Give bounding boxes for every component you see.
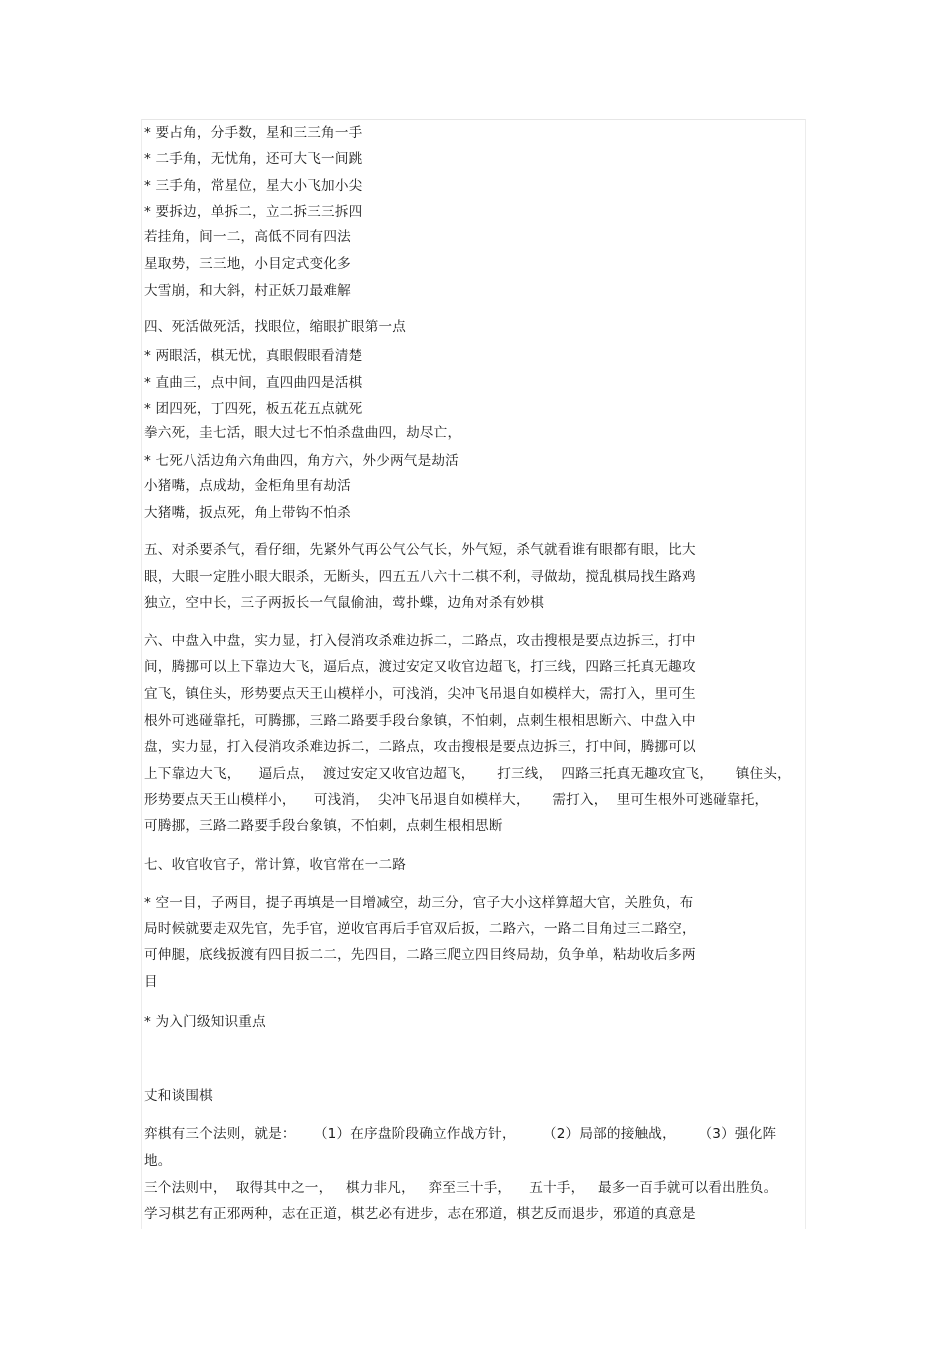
text-line: * 团四死，丁四死，板五花五点就死 <box>144 401 363 417</box>
footnote: * 为入门级知识重点 <box>144 1014 266 1030</box>
text-line: 眼，大眼一定胜小眼大眼杀，无断头，四五五八六十二棋不利，寻做劫，搅乱棋局找生路鸡 <box>144 569 696 585</box>
section-heading: 五、对杀要杀气，看仔细，先紧外气再公气公气长，外气短，杀气就看谁有眼都有眼，比大 <box>144 542 696 558</box>
text-line: 独立，空中长，三子两扳长一气鼠偷油，莺扑蝶，边角对杀有妙棋 <box>144 595 545 611</box>
text-line: 上下靠边大飞， 逼后点， 渡过安定又收官边超飞， 打三线， 四路三托真无趣攻宜飞， 镇住头， <box>144 766 791 782</box>
text-line: 大猪嘴，扳点死，角上带钩不怕杀 <box>144 505 351 521</box>
text-line: 学习棋艺有正邪两种，志在正道，棋艺必有进步，志在邪道，棋艺反而退步，邪道的真意是 <box>144 1206 696 1222</box>
text-line: * 两眼活，棋无忧，真眼假眼看清楚 <box>144 348 363 364</box>
text-line: 间，腾挪可以上下靠边大飞，逼后点，渡过安定又收官边超飞，打三线，四路三托真无趣攻 <box>144 659 696 675</box>
text-line: 若挂角，间一二，高低不同有四法 <box>144 229 351 245</box>
text-line: 大雪崩，和大斜，村正妖刀最难解 <box>144 283 351 299</box>
text-line: 宜飞，镇住头，形势要点天王山模样小，可浅消，尖冲飞吊退自如模样大，需打入，里可生 <box>144 686 696 702</box>
text-line: * 二手角，无忧角，还可大飞一间跳 <box>144 151 363 167</box>
text-line: * 直曲三，点中间，直四曲四是活棋 <box>144 375 363 391</box>
text-line: 可伸腿，底线扳渡有四目扳二二，先四目，二路三爬立四目终局劫，负争单，粘劫收后多两 <box>144 947 696 963</box>
text-line: 拳六死，圭七活，眼大过七不怕杀盘曲四，劫尽亡， <box>144 425 462 441</box>
text-line: 形势要点天王山模样小， 可浅消， 尖冲飞吊退自如模样大， 需打入， 里可生根外可逃碰靠托， <box>144 792 769 808</box>
section-title: 丈和谈围棋 <box>144 1088 213 1104</box>
text-line: * 三手角，常星位，星大小飞加小尖 <box>144 178 363 194</box>
text-line: 可腾挪，三路二路要手段台象镇，不怕刺，点刺生根相思断 <box>144 818 503 834</box>
text-line: 小猪嘴，点成劫，金柜角里有劫活 <box>144 478 351 494</box>
text-line: 地。 <box>144 1153 172 1169</box>
text-line: * 空一目，子两目，提子再填是一目增减空，劫三分，官子大小这样算超大官，关胜负，布 <box>144 895 694 911</box>
section-heading: 四、死活做死活，找眼位，缩眼扩眼第一点 <box>144 319 407 335</box>
text-line: 星取势，三三地，小目定式变化多 <box>144 256 351 272</box>
text-line: * 七死八活边角六角曲四，角方六，外少两气是劫活 <box>144 453 459 469</box>
section-heading: 六、中盘入中盘，实力显，打入侵消攻杀难边拆二，二路点，攻击搜根是要点边拆三，打中 <box>144 633 696 649</box>
text-line: 目 <box>144 974 158 990</box>
text-line: 根外可逃碰靠托，可腾挪，三路二路要手段台象镇，不怕刺，点刺生根相思断六、中盘入中 <box>144 713 696 729</box>
text-line: 三个法则中， 取得其中之一， 棋力非凡， 弈至三十手， 五十手， 最多一百手就可以看出胜负。 <box>144 1180 778 1196</box>
text-line: * 要拆边，单拆二，立二拆三三拆四 <box>144 204 363 220</box>
text-line: 弈棋有三个法则，就是： （1）在序盘阶段确立作战方针， （2）局部的接触战， （3）强化阵 <box>144 1126 777 1142</box>
text-line: 盘，实力显，打入侵消攻杀难边拆二，二路点，攻击搜根是要点边拆三，打中间，腾挪可以 <box>144 739 696 755</box>
text-line: * 要占角，分手数，星和三三角一手 <box>144 125 363 141</box>
text-line: 局时候就要走双先官，先手官，逆收官再后手官双后扳，二路六，一路二目角过三二路空， <box>144 921 696 937</box>
section-heading: 七、收官收官子，常计算，收官常在一二路 <box>144 857 407 873</box>
